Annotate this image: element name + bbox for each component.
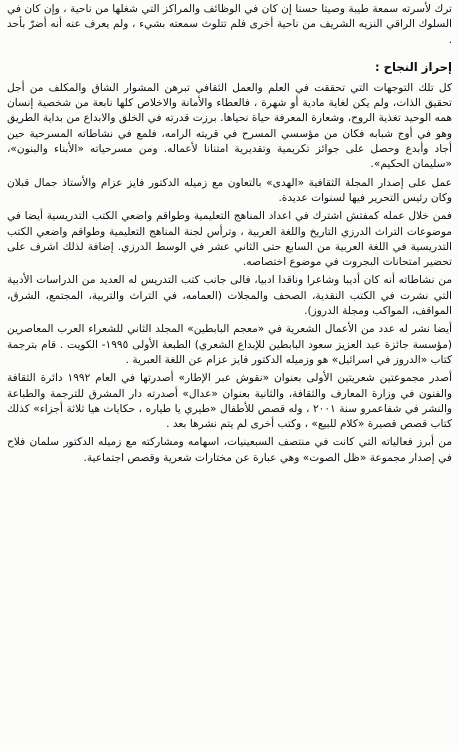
section-heading: إحراز النجاح : — [374, 59, 452, 74]
spacer — [7, 48, 452, 59]
body-paragraph-4: من نشاطاته أنه كان أديبا وشاعرا وناقدا ادبيا، فالى جانب كتب التدريس له العديد من الدراسات الأدبية التي نشرت في الكتب النقدية، الصحف والمجلات (العمامه، في التراث والتربية، المجتمع، الشرق، المواقف، المواكب ومجلة الدروز). — [7, 274, 452, 318]
body-paragraph-7: من أبرز فعالياته التي كانت في منتصف السبعينيات، اسهامه ومشاركته مع زميله الدكتور سلمان فلاح في إصدار مجموعة «ظل الصوت» وهي عبارة عن مختارات شعرية وقصص اجتماعية. — [7, 436, 452, 464]
intro-paragraph: ترك لأسرته سمعة طيبة وصيتا حسنا إن كان في الوظائف والمراكز التي شغلها من ناحية ، وإن كان في السلوك الراقي النزيه الشريف من ناحية أخرى فلم تتلوث سمعته بشيء ، ولم يعرف عنه أنه أضرّ بأحد . — [7, 3, 452, 46]
body-paragraph-5: أيضا نشر له عدد من الأعمال الشعرية في «معجم البابطين» المجلد الثاني للشعراء العرب المعاصرين (مؤسسة جائزة عبد العزيز سعود البابطين للإبداع الشعري) الطبعة الأولى ١٩٩٥- الكويت . قام بترجمة كتاب «الدروز في اسرائيل» هو وزميله الدكتور فايز عزام عن اللغة العبرية . — [7, 323, 452, 366]
body-paragraph-2: عمل على إصدار المجلة الثقافية «الهدى» بالتعاون مع زميله الدكتور فايز عزام والأستاذ جمال قبلان وكان رئيس التحرير فيها لسنوات عديدة. — [7, 176, 452, 204]
body-paragraph-6: أصدر مجموعتين شعريتين الأولى بعنوان «نقوش عبر الإطار» أصدرتها في العام ١٩٩٢ دائرة الثقافة والفنون في وزارة المعارف والثقافة، والثانية بعنوان «عدال» أصدرته دار المشرق للترجمة والطباعة والنشر في شفاعمرو سنة ٢٠٠١ ، وله قصص للأطفال «طيري يا طياره ، حكايات هيا ثلاثة أجزاء» كذلك كتاب قصص قصيرة «كلام للبيع» ، وكتب أخرى لم يتم نشرها بعد . — [7, 372, 452, 431]
body-paragraph-3: فمن خلال عمله كمفتش اشترك في اعداد المناهج التعليمية وطواقم واضعي الكتب التدريسية أيضا في موضوعات التراث الدرزي التاريخ واللغة العربية ، وترأس لجنة المناهج التعليمية وطواقم واضعي الكتب التدريسية في اللغة العربية من السابع حتى الثاني عشر في الوسط الدرزي. إضافة لذلك اشرف على تحضير امتحانات البجروت في موضوع اختصاصه. — [7, 210, 452, 269]
body-paragraph-1: كل تلك التوجهات التي تحققت في العلم والعمل الثقافي تبرهن المشوار الشاق والمكلف من أجل تحقيق الذات، ولم يكن لغاية مادية أو شهرة ، فالعطاء والأمانة والاخلاص كلها نابعة من شخصية إنسان همه الوحيد تغذية الروح، وشعارة المعرفة حياة نحياها. برزت قدرته في الخلق والابداع من بداية الطريق وهو في أوج شبابه فكان من مؤسسي المسرح في قريته الرامه، فلمع في نشاطاته المسرحية حين أجاد وأبدع وحصل على جوائز تكريمية وتقديرية امتنانا لأعماله. ومن مسرحياته «الأبناء والبنون»، «سليمان الحكيم». — [7, 81, 452, 171]
